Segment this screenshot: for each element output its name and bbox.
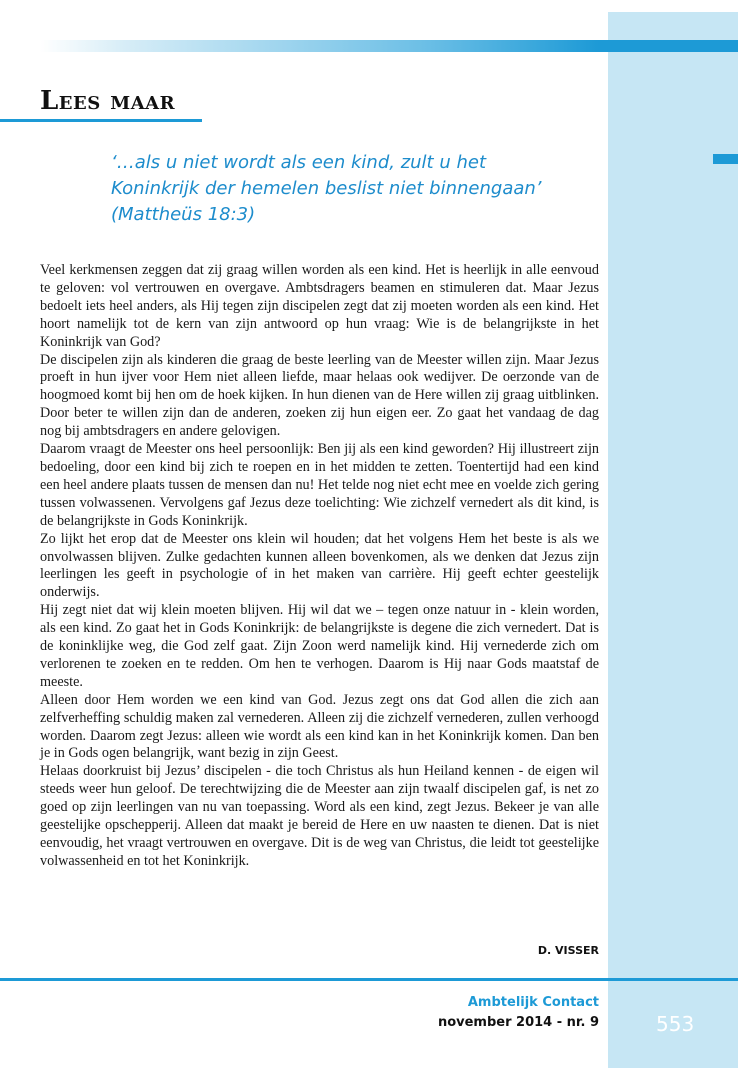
top-gradient-bar <box>40 40 738 52</box>
quote-line: ‘…als u niet wordt als een kind, zult u het <box>111 152 487 173</box>
bible-quote <box>111 150 571 228</box>
article-paragraph: Alleen door Hem worden we een kind van God. Jezus zegt ons dat God allen die zich aan zelfverheffing schuldig maken zal vernederen. Alleen zij die zichzelf vernederen, zullen verhoogd worden. Daarom zegt Jezus: alleen wie wordt als een kind kan in het Koninkrijk komen. Dan ben je in Gods ogen belangrijk, want bezig in zijn Geest. <box>40 691 599 762</box>
article-body <box>40 262 599 871</box>
page-title: Lees maar <box>40 86 176 116</box>
quote-reference: (Mattheüs 18:3) <box>111 204 256 225</box>
article-paragraph: Daarom vraagt de Meester ons heel persoonlijk: Ben jij als een kind geworden? Hij illustreert zijn bedoeling, door een kind bij zich te roepen en in het midden te zetten. Toentertijd had een kind een heel andere plaats tussen de mensen dan nu! Het telde nog niet echt mee en voelde zich gering tussen volwassenen. Vervolgens gaf Jezus deze toelichting: Wie zichzelf vernedert als dit kind, is de belangrijkste in Gods Koninkrijk. <box>40 441 599 529</box>
author-name: D. VISSER <box>537 944 599 957</box>
article-paragraph: Hij zegt niet dat wij klein moeten blijven. Hij wil dat we – tegen onze natuur in - klein worden, als een kind. Zo gaat het in Gods Koninkrijk: de belangrijkste is degene die zich vernedert. Dat is de koninklijke weg, die God zelf gaat. Zijn Zoon werd namelijk kind. Hij vernederde zich om verlorenen te zoeken en te redden. Om hen te verhogen. Daarom is Hij naar Gods maatstaf de meeste. <box>40 602 599 690</box>
footer-rule <box>0 978 738 981</box>
quote-line: Koninkrijk der hemelen beslist niet binnengaan’ <box>111 178 542 199</box>
article-paragraph: Helaas doorkruist bij Jezus’ discipelen - die toch Christus als hun Heiland kennen - de eigen wil steeds weer hun geloof. De terechtwijzing die de Meester aan zijn twaalf discipelen gaf, is net zo goed op zijn leerlingen van nu van toepassing. Word als een kind, zegt Jezus. Bekeer je van alle geestelijke opschepperij. Alleen dat maakt je bereid de Here en uw naasten te dienen. Dat is niet eenvoudig, het vraagt vertrouwen en overgave. Dit is de weg van Christus, die leidt tot geestelijke volwassenheid en tot het Koninkrijk. <box>40 763 599 869</box>
magazine-name: Ambtelijk Contact <box>467 995 599 1010</box>
article-paragraph: De discipelen zijn als kinderen die graag de beste leerling van de Meester willen zijn. Maar Jezus proeft in hun ijver voor Hem niet alleen liefde, maar helaas ook wedijver. De oerzonde van de hoogmoed komt bij hen om de hoek kijken. In hun dienen van de Here willen zij graag uitblinken. Door beter te willen zijn dan de anderen, zoeken zij hun eigen eer. Zo gaat het vandaag de dag nog bij ambtsdragers en andere gelovigen. <box>40 351 599 440</box>
article-paragraph: Zo lijkt het erop dat de Meester ons klein wil houden; dat het volgens Hem het beste is als we onvolwassen blijven. Zulke gedachten kunnen alleen bovenkomen, als we denken dat Jezus zijn leerlingen les geeft in psychologie of in het maken van carrière. Hij geeft echter geestelijk onderwijs. <box>40 530 599 601</box>
title-underline <box>0 119 202 122</box>
side-band <box>608 12 738 1068</box>
issue-info: november 2014 - nr. 9 <box>437 1015 599 1030</box>
article-paragraph: Veel kerkmensen zeggen dat zij graag willen worden als een kind. Het is heerlijk in alle eenvoud te geloven: vol vertrouwen en overgave. Ambtsdragers beamen en stimuleren dat. Maar Jezus bedoelt iets heel anders, als Hij tegen zijn discipelen zegt dat zij moeten worden als een kind. Het hoort namelijk tot de kern van zijn antwoord op hun vraag: Wie is de belangrijkste in het Koninkrijk van God? <box>40 262 599 350</box>
side-tab-marker <box>713 154 738 164</box>
page-number: 553 <box>656 1012 695 1036</box>
